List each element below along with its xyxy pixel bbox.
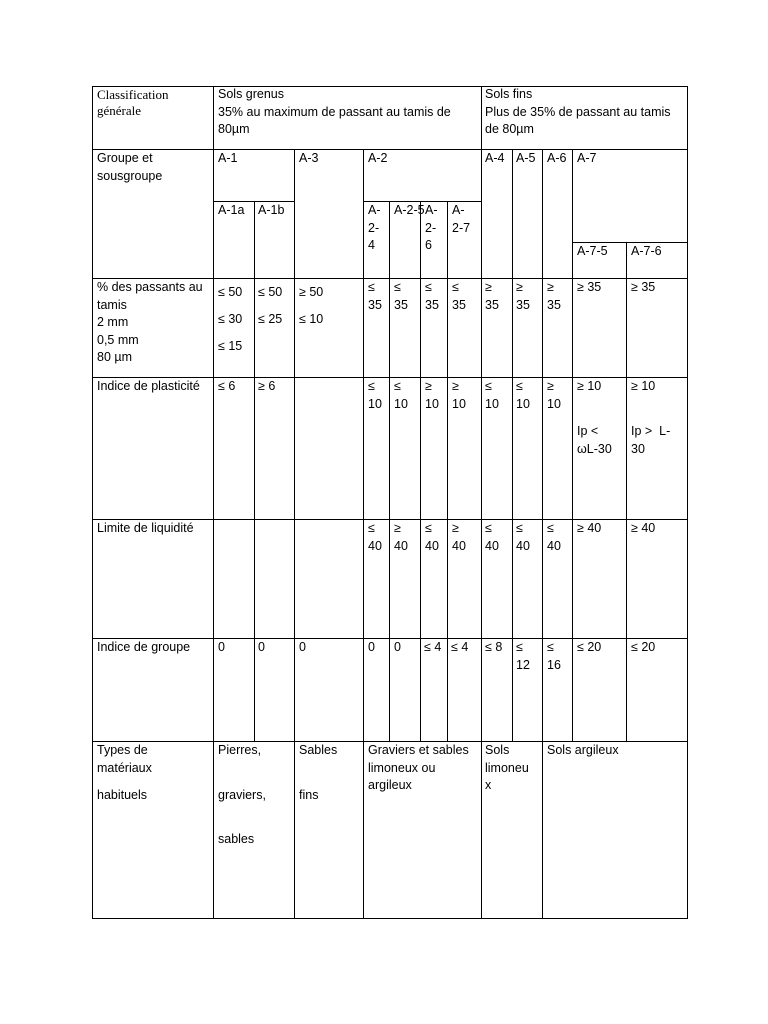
plasticite-a27: ≥ 10 bbox=[452, 379, 466, 411]
passants-a76: ≥ 35 bbox=[631, 280, 656, 294]
group-a1: A-1 bbox=[218, 151, 238, 165]
types-a1-2: graviers, bbox=[218, 788, 266, 802]
plasticite-a76-min: ≥ 10 bbox=[631, 379, 656, 393]
rule bbox=[92, 918, 688, 919]
group-a5: A-5 bbox=[516, 151, 536, 165]
sols-grenus-header: Sols grenus 35% au maximum de passant au tamis de 80µm bbox=[218, 87, 451, 136]
group-a6: A-6 bbox=[547, 151, 567, 165]
types-a1-3: sables bbox=[218, 832, 255, 846]
passants-label: % des passants au tamis 2 mm 0,5 mm 80 µm bbox=[97, 280, 203, 364]
indice-groupe-a1a: 0 bbox=[218, 640, 225, 654]
plasticite-a76-ip: Ip > L- 30 bbox=[631, 424, 671, 456]
passants-a75: ≥ 35 bbox=[577, 280, 602, 294]
types-a2: Graviers et sables limoneux ou argileux bbox=[368, 743, 469, 792]
types-a67: Sols argileux bbox=[547, 743, 619, 757]
passants-a27: ≤ 35 bbox=[452, 280, 466, 312]
passants-a1b: ≤ 50 ≤ 25 bbox=[258, 285, 283, 326]
indice-groupe-label: Indice de groupe bbox=[97, 640, 191, 654]
rule bbox=[512, 149, 513, 741]
plasticite-a26: ≥ 10 bbox=[425, 379, 439, 411]
liquidite-a26: ≤ 40 bbox=[425, 521, 439, 553]
liquidite-a25: ≥ 40 bbox=[394, 521, 408, 553]
indice-groupe-a76: ≤ 20 bbox=[631, 640, 656, 654]
liquidite-label: Limite de liquidité bbox=[97, 521, 194, 535]
subgroup-a1b: A-1b bbox=[258, 203, 285, 217]
rule bbox=[92, 86, 93, 919]
liquidite-a4: ≤ 40 bbox=[485, 521, 499, 553]
subgroup-a1a: A-1a bbox=[218, 203, 245, 217]
subgroup-a75: A-7-5 bbox=[577, 244, 608, 258]
rule bbox=[626, 242, 627, 741]
passants-a1a: ≤ 50 ≤ 30 ≤ 15 bbox=[218, 285, 243, 353]
plasticite-a75-ip: Ip < ωL-30 bbox=[577, 424, 612, 456]
plasticite-a1a: ≤ 6 bbox=[218, 379, 236, 393]
rule bbox=[572, 149, 573, 741]
rule bbox=[294, 149, 295, 919]
liquidite-a75: ≥ 40 bbox=[577, 521, 602, 535]
group-a7: A-7 bbox=[577, 151, 597, 165]
indice-groupe-a1b: 0 bbox=[258, 640, 265, 654]
plasticite-a6: ≥ 10 bbox=[547, 379, 561, 411]
group-a3: A-3 bbox=[299, 151, 319, 165]
types-label-2: habituels bbox=[97, 788, 148, 802]
groupe-label: Groupe et sousgroupe bbox=[97, 151, 163, 183]
passants-a6: ≥ 35 bbox=[547, 280, 561, 312]
liquidite-a6: ≤ 40 bbox=[547, 521, 561, 553]
indice-groupe-a6: ≤ 16 bbox=[547, 640, 561, 672]
group-a2: A-2 bbox=[368, 151, 388, 165]
types-a1-1: Pierres, bbox=[218, 743, 262, 757]
subgroup-a25: A-2-5 bbox=[394, 203, 425, 217]
passants-a25: ≤ 35 bbox=[394, 280, 408, 312]
plasticite-a75-min: ≥ 10 bbox=[577, 379, 602, 393]
rule bbox=[687, 86, 688, 919]
plasticite-a25: ≤ 10 bbox=[394, 379, 408, 411]
subgroup-a27: A- 2-7 bbox=[452, 203, 471, 235]
indice-groupe-a27: ≤ 4 bbox=[451, 640, 469, 654]
indice-groupe-a26: ≤ 4 bbox=[424, 640, 442, 654]
plasticite-a5: ≤ 10 bbox=[516, 379, 530, 411]
plasticite-a1b: ≥ 6 bbox=[258, 379, 276, 393]
passants-a3: ≥ 50 ≤ 10 bbox=[299, 285, 324, 326]
liquidite-a24: ≤ 40 bbox=[368, 521, 382, 553]
rule bbox=[389, 201, 390, 741]
classification-header: Classification générale bbox=[97, 87, 169, 118]
indice-groupe-a4: ≤ 8 bbox=[485, 640, 503, 654]
subgroup-a26: A- 2- 6 bbox=[425, 203, 438, 252]
liquidite-a76: ≥ 40 bbox=[631, 521, 656, 535]
types-label-1: Types de matériaux bbox=[97, 743, 152, 775]
passants-a24: ≤ 35 bbox=[368, 280, 382, 312]
sols-fins-header: Sols fins Plus de 35% de passant au tamis de 80µm bbox=[485, 87, 671, 136]
passants-a4: ≥ 35 bbox=[485, 280, 499, 312]
rule bbox=[92, 149, 688, 150]
rule bbox=[447, 201, 448, 741]
rule bbox=[363, 149, 364, 919]
types-a3-2: fins bbox=[299, 788, 319, 802]
plasticite-label: Indice de plasticité bbox=[97, 379, 200, 393]
passants-a5: ≥ 35 bbox=[516, 280, 530, 312]
rule bbox=[420, 201, 421, 741]
plasticite-a24: ≤ 10 bbox=[368, 379, 382, 411]
rule bbox=[542, 149, 543, 919]
liquidite-a27: ≥ 40 bbox=[452, 521, 466, 553]
rule bbox=[254, 201, 255, 741]
indice-groupe-a75: ≤ 20 bbox=[577, 640, 602, 654]
rule bbox=[213, 86, 214, 919]
plasticite-a4: ≤ 10 bbox=[485, 379, 499, 411]
passants-a26: ≤ 35 bbox=[425, 280, 439, 312]
subgroup-a76: A-7-6 bbox=[631, 244, 662, 258]
types-a45: Sols limoneu x bbox=[485, 743, 529, 792]
indice-groupe-a5: ≤ 12 bbox=[516, 640, 530, 672]
indice-groupe-a25: 0 bbox=[394, 640, 401, 654]
group-a4: A-4 bbox=[485, 151, 505, 165]
subgroup-a24: A- 2- 4 bbox=[368, 203, 381, 252]
types-a3-1: Sables bbox=[299, 743, 338, 757]
rule bbox=[481, 86, 482, 919]
indice-groupe-a24: 0 bbox=[368, 640, 375, 654]
liquidite-a5: ≤ 40 bbox=[516, 521, 530, 553]
indice-groupe-a3: 0 bbox=[299, 640, 306, 654]
